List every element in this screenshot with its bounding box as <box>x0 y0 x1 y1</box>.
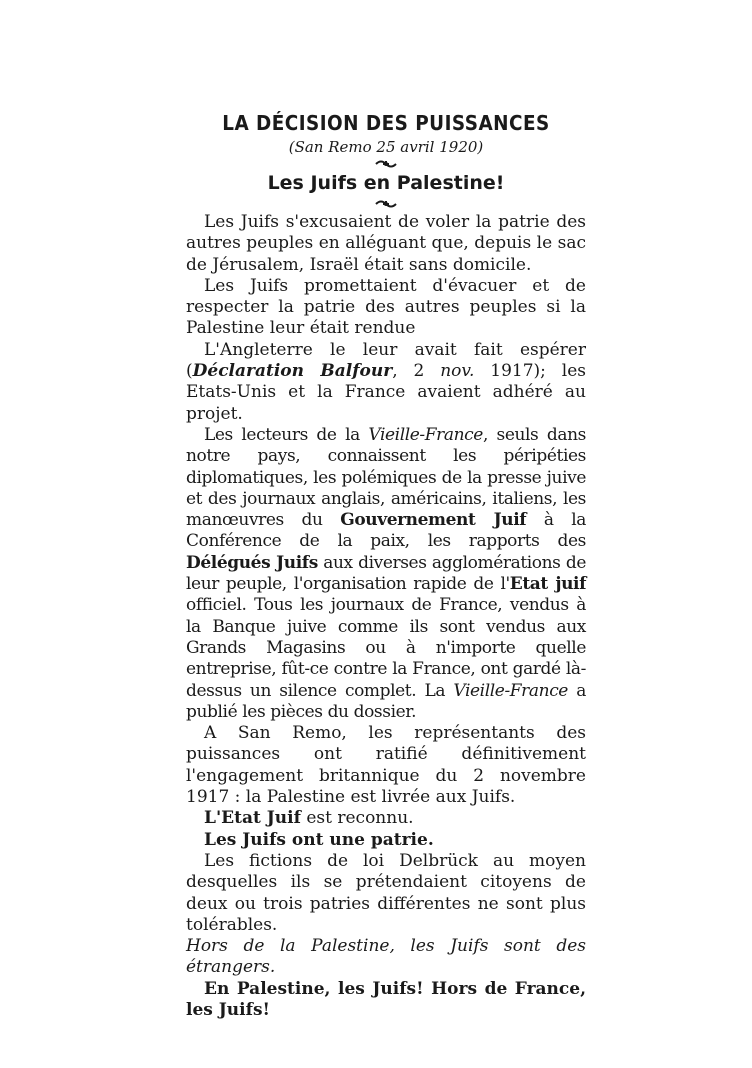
text: officiel. Tous les journaux de France, vendus à la Banque juive comme ils sont vendus aux Grands Magasins ou à n'importe quelle entreprise, fût-ce contre la France, ont gardé là-dessus un silence complet. La <box>186 595 586 701</box>
subtitle: (San Remo 25 avril 1920) <box>288 138 484 156</box>
paragraph-9: Hors de la Palestine, les Juifs sont des étrangers. <box>186 936 586 978</box>
paragraph-3 <box>186 340 586 425</box>
emphasis: Délégués Juifs <box>186 552 318 573</box>
emphasis: Gouvernement Juif <box>340 510 527 531</box>
paragraph-5: A San Remo, les représentants des puissances ont ratifié définitivement l'engagement britannique du 2 novembre 1917 : la Palestine est livrée aux Juifs. <box>186 723 586 808</box>
paragraph-6 <box>186 808 586 829</box>
fleuron-ornament-icon <box>186 156 586 170</box>
paragraph-10: En Palestine, les Juifs! Hors de France, les Juifs! <box>186 978 586 1020</box>
text: est reconnu. <box>300 808 414 829</box>
text: à la Conférence de la paix, les rapports des <box>186 510 586 552</box>
text: Les lecteurs de la <box>204 424 369 445</box>
emphasis: Vieille-France <box>368 424 483 445</box>
text: 1917); les Etats-Unis et la France avaient adhéré au projet. <box>186 361 586 424</box>
emphasis: Déclaration Balfour <box>192 361 393 382</box>
page-title: LA DÉCISION DES PUISSANCES <box>222 111 550 135</box>
text: , 2 <box>392 361 441 382</box>
emphasis: Etat juif <box>509 574 587 595</box>
emphasis: Vieille-France <box>453 680 568 701</box>
paragraph-8: Les fictions de loi Delbrück au moyen desquelles ils se prétendaient citoyens de deux ou trois patries différentes ne sont plus tolérables. <box>186 850 586 935</box>
document-page <box>186 108 586 1021</box>
paragraph-4 <box>186 425 586 723</box>
section-heading: Les Juifs en Palestine! <box>267 172 505 194</box>
text: , seuls dans notre pays, connaissent les péripéties diplomatiques, les polémiques de la presse juive et des journaux anglais, américains, italiens, les manœuvres du <box>186 424 586 531</box>
fleuron-ornament-icon <box>186 196 586 210</box>
paragraph-1: Les Juifs s'excusaient de voler la patrie des autres peuples en alléguant que, depuis le sac de Jérusalem, Israël était sans domicile. <box>186 212 586 275</box>
text: L'Angleterre le leur avait fait espérer ( <box>186 339 586 382</box>
emphasis: nov. <box>440 361 475 382</box>
text: aux diverses agglomérations de leur peuple, l'organisation rapide de l' <box>186 552 587 595</box>
paragraph-2: Les Juifs promettaient d'évacuer et de respecter la patrie des autres peuples si la Palestine leur était rendue <box>186 275 586 339</box>
emphasis: L'Etat Juif <box>204 808 301 829</box>
text: a publié les pièces du dossier. <box>186 680 586 722</box>
paragraph-7: Les Juifs ont une patrie. <box>204 829 434 850</box>
